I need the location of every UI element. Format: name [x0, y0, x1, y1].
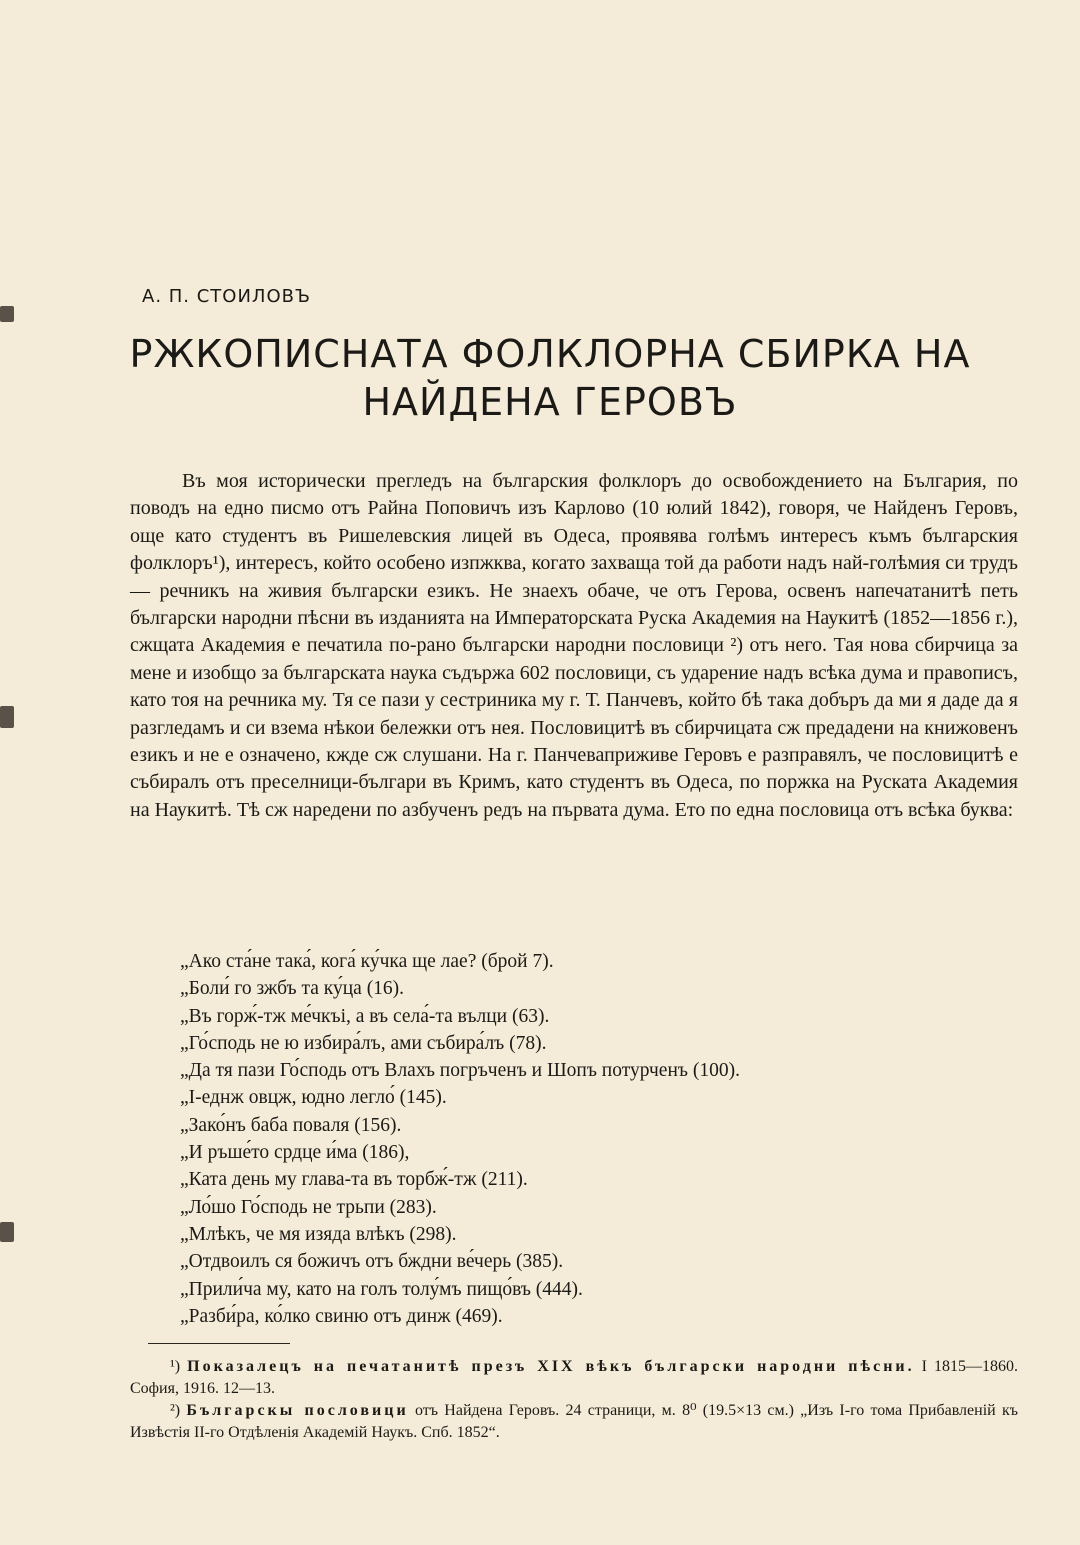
footnote-1	[130, 1356, 1018, 1400]
footnote-2-title: Българскы пословици	[186, 1402, 409, 1419]
proverb-item: „Зако́нъ баба поваля (156).	[180, 1114, 402, 1136]
proverb-item: „Боли́ го зжбъ та ку́ца (16).	[180, 978, 405, 1000]
footnote-2-marker: ²)	[170, 1402, 181, 1419]
margin-mark-middle	[0, 706, 14, 728]
footnote-divider	[148, 1343, 290, 1344]
proverb-item: „Разби́ра, ко́лко свиню отъ динж (469).	[180, 1305, 503, 1327]
proverb-item: „И ръше́то срдце и́ма (186),	[180, 1142, 410, 1164]
footnote-2-text: отъ Найдена Геровъ. 24 страници, м. 8⁰ (19.5×13 см.) „Изъ I-го тома Прибавленій къ Извѣстія II-го Отдѣленія Академій Наукъ. Спб. 1852“.	[130, 1402, 1019, 1441]
margin-mark-top	[0, 306, 14, 322]
footnote-2	[130, 1400, 1018, 1444]
body-paragraph-text: Въ моя исторически прегледъ на българския фолклоръ до освобождението на България, по поводъ на едно писмо отъ Райна Поповичъ изъ Карлово (10 юлий 1842), говоря, че Найденъ Геровъ, още като студентъ въ Ришелевския лицей въ Одеса, проявява голѣмъ интересъ къмъ българския фолклоръ¹), интересъ, който особено изпжква, когато захваща той да работи надъ най-голѣмия си трудъ — речникъ на живия български езикъ. Не знаехъ обаче, че отъ Герова, освенъ напечатанитѣ петь български народни пѣсни въ изданията на Императорската Руска Академия на Наукитѣ (1852—1856 г.), сжщата Академия е печатила по-рано български народни пословици ²) отъ него. Тая нова сбирчица за мене и изобщо за българската наука съдържа 602 пословици, съ ударение надъ всѣка дума и правописъ, като тоя на речника му. Тя се пази у сестриника му г. Т. Панчевъ, който бѣ така добъръ да ми я даде да я разгледамъ и си взема нѣкои бележки отъ нея. Пословицитѣ въ сбирчицата сж предадени на книжовенъ езикъ и не е означено, кжде сж слушани. На г. Панчеваприживе Геровъ е разправялъ, че пословицитѣ е събиралъ отъ преселници-българи въ Кримъ, като студентъ въ Одеса, по поржка на Руската Академия на Наукитѣ. Тѣ сж наредени по азбученъ редъ на първата дума. Ето по една пословица отъ всѣка буква:	[130, 470, 1018, 821]
footnote-1-text: I 1815—1860. София, 1916. 12—13.	[130, 1358, 1019, 1397]
body-paragraph	[130, 468, 1018, 824]
footnote-1-marker: ¹)	[170, 1358, 181, 1375]
footnote-1-title: Показалецъ на печатанитѣ презъ XIX вѣкъ български народни пѣсни.	[187, 1358, 915, 1375]
author-name: А. П. СТОИЛОВЪ	[142, 286, 311, 307]
proverb-item: „Ло́шо Го́сподь не трьпи (283).	[180, 1196, 437, 1218]
footnotes	[130, 1356, 1018, 1444]
proverb-item: „Въ горж́-тж ме́чкъі, а въ села́-та вълци (63).	[180, 1005, 550, 1027]
proverb-item: „Прили́ча му, като на голъ толу́мъ пищо́въ (444).	[180, 1278, 583, 1300]
article-title-line-1: РЖКОПИСНАТА ФОЛКЛОРНА СБИРКА НА	[129, 332, 971, 376]
proverb-item: „І-еднж овцж, юдно легло́ (145).	[180, 1087, 447, 1109]
proverb-item: „Отдвоилъ ся божичъ отъ бждни ве́черь (385).	[180, 1251, 564, 1273]
article-title-line-2: НАЙДЕНА ГЕРОВЪ	[362, 380, 738, 424]
proverb-item: „Млѣкъ, че мя изяда влѣкъ (298).	[180, 1223, 457, 1245]
proverb-item: „Ако ста́не така́, кога́ ку́чка ще лае? (брой 7).	[180, 951, 554, 972]
proverb-item: „Ката день му глава-та въ торбж́-тж (211).	[180, 1169, 528, 1191]
proverb-item: „Да тя пази Го́сподь отъ Влахъ погръченъ и Шопъ потурченъ (100).	[180, 1060, 740, 1082]
proverbs-list	[180, 948, 740, 1330]
proverb-item: „Го́сподь не ю избира́лъ, ами събира́лъ (78).	[180, 1032, 547, 1054]
margin-mark-bottom	[0, 1222, 14, 1242]
